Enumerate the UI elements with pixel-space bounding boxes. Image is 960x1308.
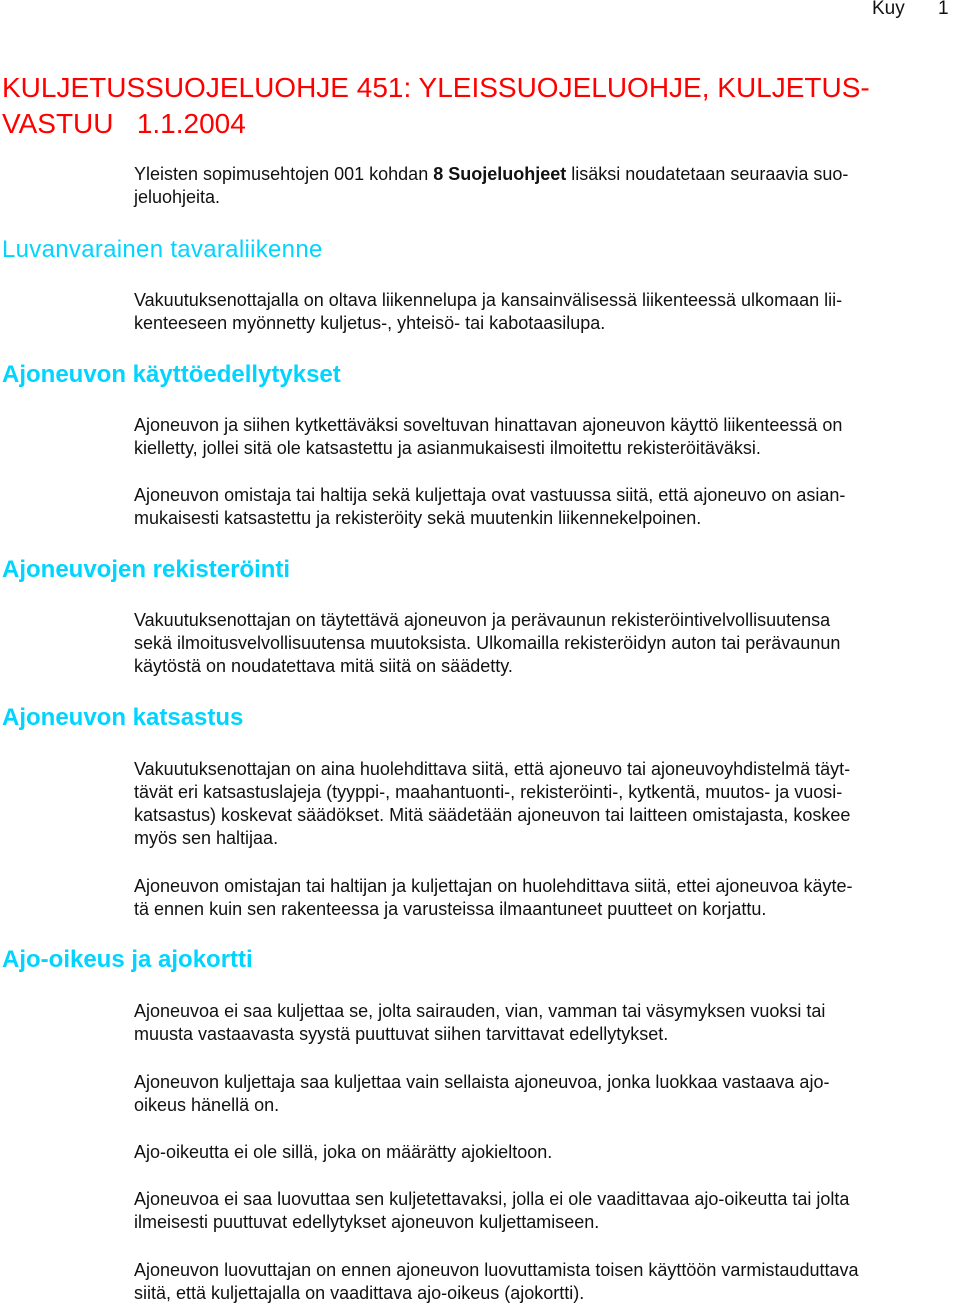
intro-line-2: jeluohjeita.: [134, 187, 221, 207]
paragraph-line: Ajoneuvon omistaja tai haltija sekä kuljettaja ovat vastuussa siitä, että ajoneuvo on asian-: [134, 485, 846, 505]
paragraph-kaytto-kielletty: [134, 414, 950, 460]
paragraph-line: oikeus hänellä on.: [134, 1095, 280, 1115]
document-title: [2, 70, 952, 142]
section-heading-kayttoedellytykset: Ajoneuvon käyttöedellytykset: [2, 361, 341, 388]
intro-paragraph: [134, 163, 950, 209]
section-heading-rekisterointi: Ajoneuvojen rekisteröinti: [2, 556, 291, 583]
section-heading-luvanvarainen: Luvanvarainen tavaraliikenne: [2, 236, 323, 263]
paragraph-puutteet-korjattu: [134, 875, 950, 921]
paragraph-line: sekä ilmoitusvelvollisuutensa muutoksista. Ulkomailla rekisteröidyn auton tai perävaunun: [134, 633, 841, 653]
paragraph-line: Ajoneuvon omistajan tai haltijan ja kuljettajan on huolehdittava siitä, ettei ajoneuvoa käyte-: [134, 876, 853, 896]
paragraph-line: Vakuutuksenottajan on aina huolehdittava siitä, että ajoneuvo tai ajoneuvoyhdistelmä täyt-: [134, 759, 851, 779]
paragraph-kuljettajan-edellytykset: [134, 1000, 950, 1046]
section-heading-katsastus: Ajoneuvon katsastus: [2, 704, 244, 731]
title-line-2: VASTUU 1.1.2004: [2, 108, 246, 139]
intro-line-1: [134, 163, 950, 186]
paragraph-line: Ajo-oikeutta ei ole sillä, joka on määrätty ajokieltoon.: [134, 1142, 553, 1162]
paragraph-line: kenteeseen myönnetty kuljetus-, yhteisö- tai kabotaasilupa.: [134, 313, 606, 333]
paragraph-omistaja-vastuu: [134, 484, 950, 530]
paragraph-line: muusta vastaavasta syystä puuttuvat siihen tarvittavat edellytykset.: [134, 1024, 669, 1044]
paragraph-line: ilmeisesti puuttuvat edellytykset ajoneuvon kuljettamiseen.: [134, 1212, 600, 1232]
page-header-label: Kuy: [872, 0, 905, 19]
intro-text: Yleisten sopimusehtojen 001 kohdan: [134, 164, 434, 184]
paragraph-luovutuskielto: [134, 1188, 950, 1234]
paragraph-line: kielletty, jollei sitä ole katsastettu ja asianmukaisesti ilmoitettu rekisteröitäväksi.: [134, 438, 761, 458]
page-number: 1: [938, 0, 949, 19]
paragraph-liikennelupa: [134, 289, 950, 335]
paragraph-line: tä ennen kuin sen rakenteessa ja varusteissa ilmaantuneet puutteet on korjattu.: [134, 899, 767, 919]
paragraph-line: Ajoneuvon ja siihen kytkettäväksi soveltuvan hinattavan ajoneuvon käyttö liikenteessä on: [134, 415, 843, 435]
intro-bold-ref: 8 Suojeluohjeet: [433, 164, 567, 184]
paragraph-line: Vakuutuksenottajalla on oltava liikennelupa ja kansainvälisessä liikenteessä ulkomaan lii-: [134, 290, 843, 310]
section-heading-ajo-oikeus: Ajo-oikeus ja ajokortti: [2, 946, 253, 973]
paragraph-line: siitä, että kuljettajalla on vaadittava ajo-oikeus (ajokortti).: [134, 1283, 585, 1303]
paragraph-line: katsastus) koskevat säädökset. Mitä säädetään ajoneuvon tai laitteen omistajasta, koskee: [134, 805, 851, 825]
paragraph-line: Ajoneuvon kuljettaja saa kuljettaa vain sellaista ajoneuvoa, jonka luokkaa vastaava ajo-: [134, 1072, 830, 1092]
paragraph-line: tävät eri katsastuslajeja (tyyppi-, maahantuonti-, rekisteröinti-, kytkentä, muutos- ja vuosi-: [134, 782, 843, 802]
title-line-1: KULJETUSSUOJELUOHJE 451: YLEISSUOJELUOHJE, KULJETUS-: [2, 72, 870, 103]
paragraph-line: Ajoneuvoa ei saa luovuttaa sen kuljetettavaksi, jolla ei ole vaadittavaa ajo-oikeutta tai jolta: [134, 1189, 850, 1209]
paragraph-line: mukaisesti katsastettu ja rekisteröity sekä muutenkin liikennekelpoinen.: [134, 508, 702, 528]
paragraph-line: käytöstä on noudatettava mitä siitä on säädetty.: [134, 656, 513, 676]
paragraph-line: myös sen haltijaa.: [134, 828, 279, 848]
paragraph-line: Vakuutuksenottajan on täytettävä ajoneuvon ja perävaunun rekisteröintivelvollisuutensa: [134, 610, 831, 630]
paragraph-rekisterointivelvollisuus: [134, 609, 950, 678]
intro-text: lisäksi noudatetaan seuraavia suo-: [566, 164, 849, 184]
paragraph-ajokielto: [134, 1141, 950, 1164]
paragraph-ajoneuvoluokka: [134, 1071, 950, 1117]
paragraph-luovuttajan-varmistus: [134, 1259, 950, 1305]
paragraph-line: Ajoneuvon luovuttajan on ennen ajoneuvon luovuttamista toisen käyttöön varmistauduttava: [134, 1260, 859, 1280]
paragraph-katsastuslajit: [134, 758, 950, 850]
paragraph-line: Ajoneuvoa ei saa kuljettaa se, jolta sairauden, vian, vamman tai väsymyksen vuoksi tai: [134, 1001, 826, 1021]
